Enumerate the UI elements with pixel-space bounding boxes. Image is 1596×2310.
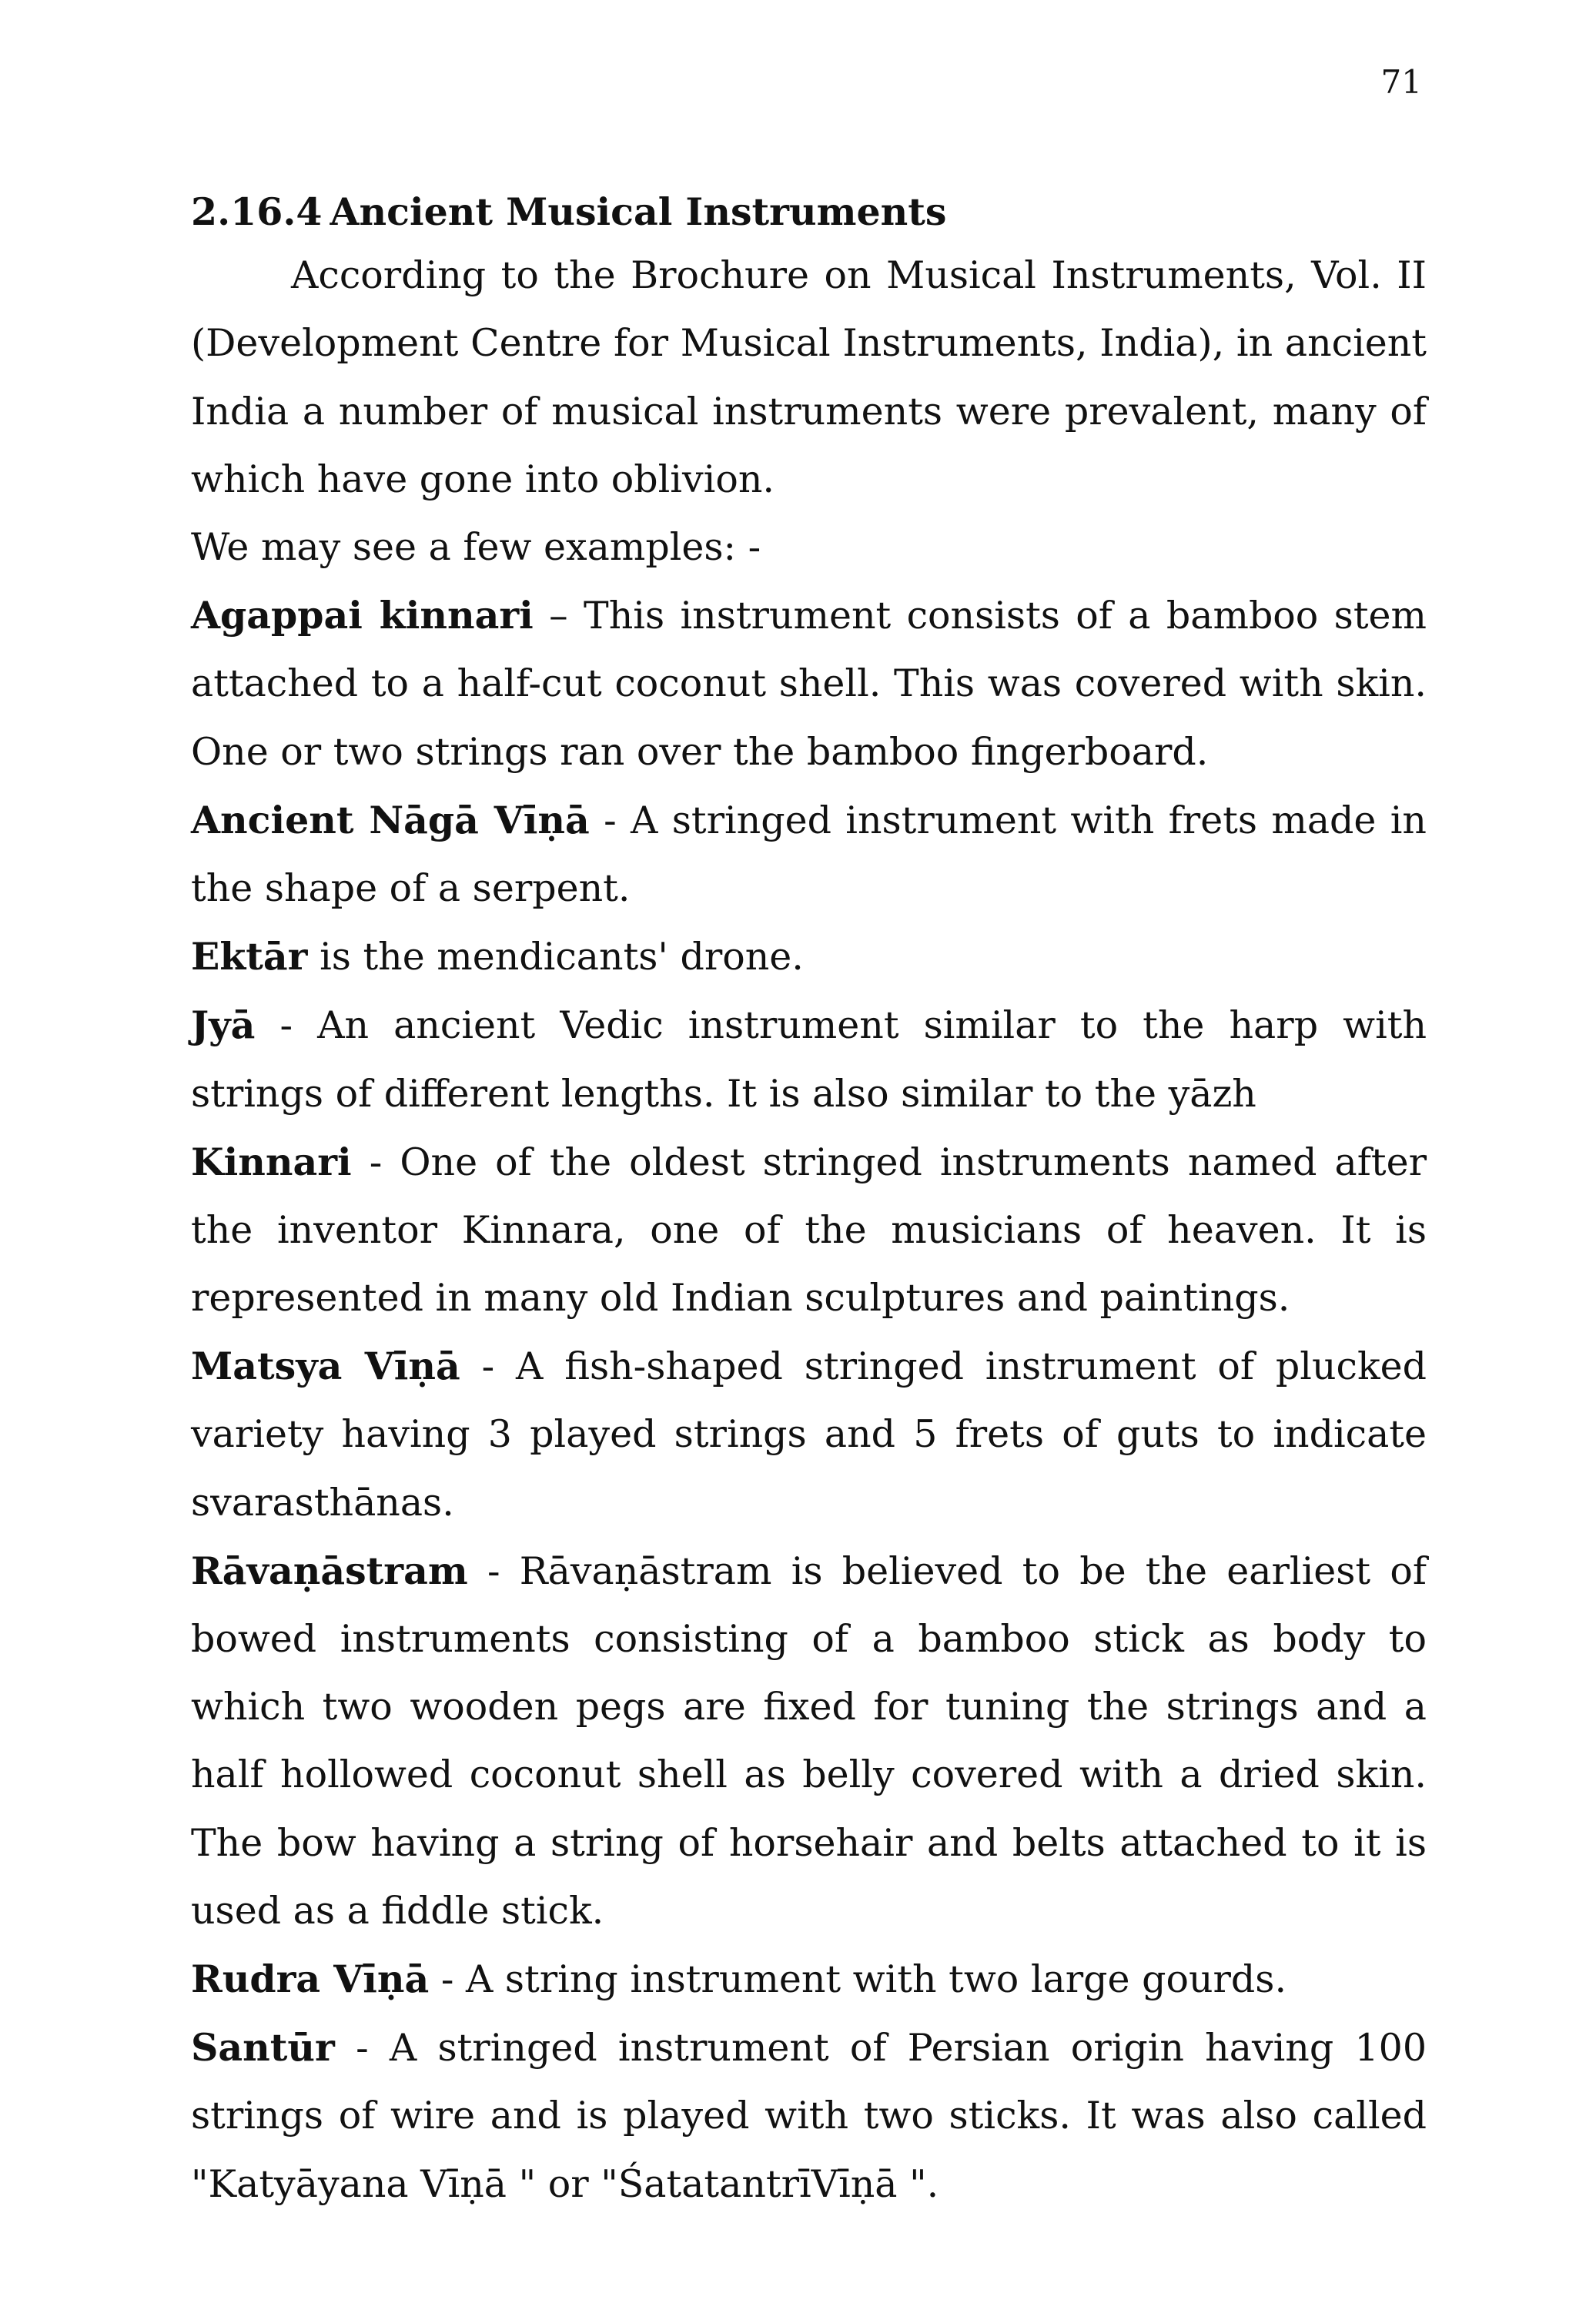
instrument-description: - An ancient Vedic instrument similar to the harp with strings of different lengths. It is also similar to the yāzh (191, 1003, 1427, 1116)
instrument-entry-kinnari (191, 1128, 1427, 1333)
instrument-description: - A stringed instrument of Persian origin having 100 strings of wire and is played with two sticks. It was also called "Katyāyana Vīṇā " or "ŚatatantrīVīṇā ". (191, 2026, 1427, 2206)
instrument-description: is the mendicants' drone. (307, 935, 804, 979)
instrument-entry-matsya-vina (191, 1332, 1427, 1537)
instrument-term: Rudra Vīṇā (191, 1956, 430, 2001)
section-number: 2.16.4 (191, 189, 323, 234)
instrument-entry-ancient-naga-vina (191, 786, 1427, 922)
section-heading (191, 189, 1427, 236)
instrument-description: – This instrument consists of a bamboo stem attached to a half-cut coconut shell. This was covered with skin. One or two strings ran over the bamboo fingerboard. (191, 594, 1427, 774)
instrument-entry-santur (191, 2014, 1427, 2218)
instrument-entry-jya (191, 991, 1427, 1127)
instrument-term: Matsya Vīṇā (191, 1344, 460, 1389)
page-content (191, 189, 1427, 2218)
instrument-entry-ektar (191, 922, 1427, 991)
instrument-term: Agappai kinnari (191, 593, 534, 638)
instrument-description: - Rāvaṇāstram is believed to be the earliest of bowed instruments consisting of a bamboo stick as body to which two wooden pegs are fixed for tuning the strings and a half hollowed coconut shell as belly covered with a dried skin. The bow having a string of horsehair and belts attached to it is used as a fiddle stick. (191, 1548, 1427, 1933)
instrument-entry-rudra-vina (191, 1945, 1427, 2014)
instrument-term: Kinnari (191, 1139, 352, 1184)
instrument-term: Ektār (191, 934, 308, 979)
instrument-description: - One of the oldest stringed instruments named after the inventor Kinnara, one of the musicians of heaven. It is represented in many old Indian sculptures and paintings. (191, 1140, 1427, 1321)
instrument-description: - A string instrument with two large gourds. (429, 1957, 1287, 2001)
examples-lead-in: We may see a few examples: - (191, 525, 761, 569)
instrument-term: Rāvaṇāstram (191, 1548, 468, 1593)
instrument-term: Santūr (191, 2025, 335, 2071)
instrument-entry-ravanastram (191, 1537, 1427, 1945)
section-title: Ancient Musical Instruments (330, 189, 947, 234)
instrument-description: - A fish-shaped stringed instrument of plucked variety having 3 played strings and 5 frets of guts to indicate svarasthānas. (191, 1344, 1427, 1525)
instrument-term: Jyā (191, 1003, 256, 1048)
intro-paragraph: According to the Brochure on Musical Instruments, Vol. II (Development Centre for Musical Instruments, India), in ancient India a number of musical instruments were prevalent, many of which have gone into oblivion. (191, 253, 1427, 501)
instrument-description: - A stringed instrument with frets made in the shape of a serpent. (191, 798, 1427, 910)
instrument-term: Ancient Nāgā Vīṇā (191, 797, 590, 842)
instrument-entry-agappai-kinnari (191, 581, 1427, 786)
page-number: 71 (1380, 63, 1422, 101)
